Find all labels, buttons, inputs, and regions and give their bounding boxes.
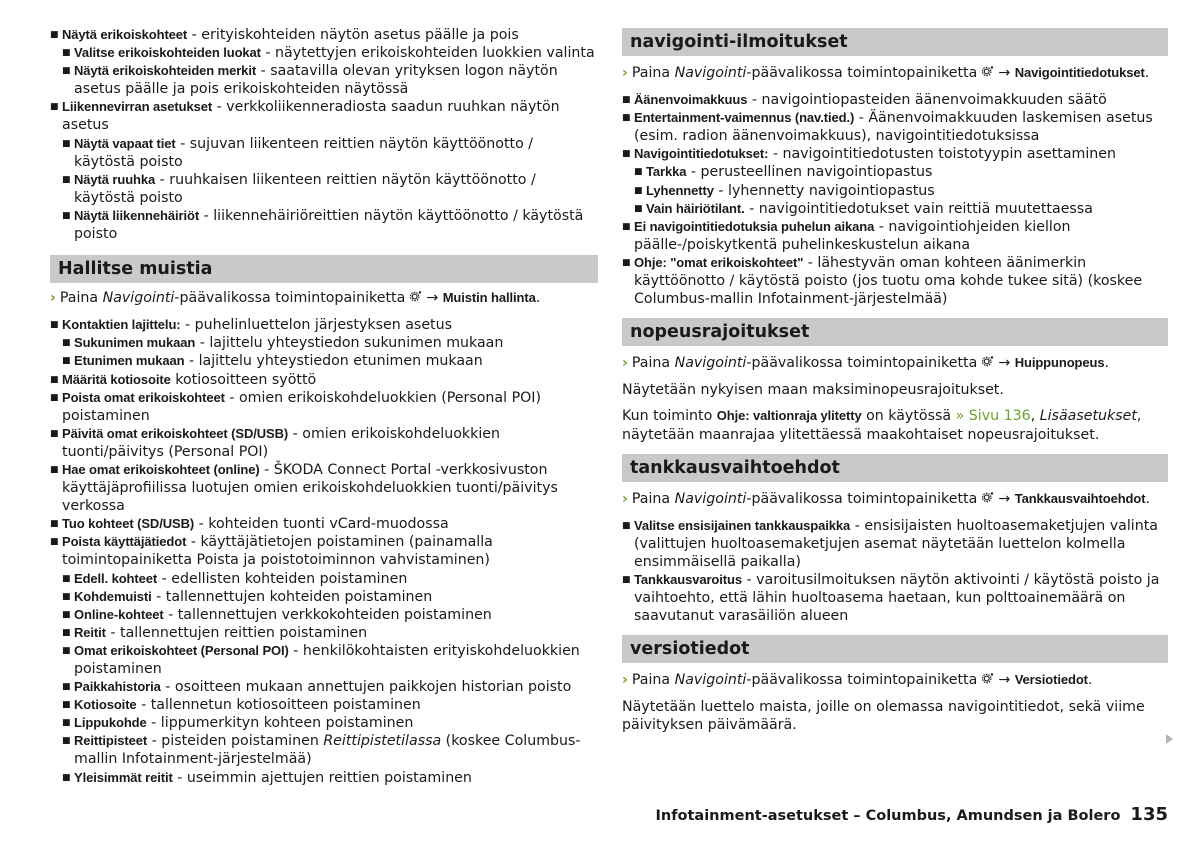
option-name: Online-kohteet	[74, 606, 164, 622]
section-heading-tankkausvaihtoehdot: tankkausvaihtoehdot	[622, 454, 1168, 482]
option-description: - henkilökohtaisten erityiskohdeluokkien poistaminen	[74, 642, 580, 677]
option-name: Reittipisteet	[74, 733, 148, 749]
option-description: - verkkoliikenneradiosta saadun ruuhkan näytön asetus	[62, 99, 560, 134]
option-description-end: (koskee Columbus-mallin Infotainment-järjestelmää)	[74, 733, 581, 768]
option-name: Määritä kotiosoite	[62, 371, 171, 387]
option-description: - omien erikoiskohdeluokkien tuonti/päivitys (Personal POI)	[62, 425, 501, 460]
list-item	[622, 254, 1168, 308]
page-reference-link[interactable]: » Sivu 136	[955, 408, 1031, 425]
option-name: Näytä erikoiskohteet	[62, 27, 188, 42]
list-item	[50, 389, 598, 425]
option-description: - lajittelu yhteystiedon sukunimen mukaan	[195, 335, 504, 352]
option-name: Omat erikoiskohteet (Personal POI)	[74, 642, 289, 658]
option-name: Näytä liikennehäiriöt	[74, 207, 200, 223]
nav-instruction: › Paina Navigointi-päävalikossa toimintopainiketta → Huippunopeus.	[622, 355, 1109, 372]
list-item	[50, 26, 598, 44]
page-footer	[656, 804, 1169, 825]
option-description: - ŠKODA Connect Portal -verkkosivuston käyttäjäprofiilissa luotujen omien erikoiskohdeluokkien tuonti/päivitys verkossa	[62, 461, 558, 515]
option-description: - tallennettujen verkkokohteiden poistaminen	[163, 606, 492, 623]
menu-path-tankkausvaihtoehdot[interactable]: Tankkausvaihtoehdot	[1014, 490, 1146, 506]
list-item	[62, 714, 598, 732]
option-description: - sujuvan liikenteen reittien näytön käyttöönotto / käytöstä poisto	[74, 135, 534, 170]
option-name: Entertainment-vaimennus (nav.tied.)	[634, 110, 855, 126]
left-column	[50, 26, 598, 787]
option-name: Navigointitiedotukset:	[634, 146, 769, 162]
chevron-right-icon: ›	[622, 65, 628, 81]
option-description: - erityiskohteiden näytön asetus päälle ja pois	[187, 27, 519, 43]
list-item	[62, 352, 598, 370]
list-item	[62, 678, 598, 696]
continue-triangle-icon	[1166, 734, 1173, 744]
list-item	[50, 515, 598, 533]
option-name: Vain häiriötilant.	[646, 200, 745, 216]
option-name: Näytä vapaat tiet	[74, 135, 176, 151]
option-name: Liikennevirran asetukset	[62, 99, 213, 115]
option-description: - lippumerkityn kohteen poistaminen	[146, 715, 414, 732]
option-name: Tankkausvaroitus	[634, 571, 742, 587]
list-item	[50, 533, 598, 569]
option-description: - kohteiden tuonti vCard-muodossa	[194, 516, 449, 533]
option-name: Ohje: "omat erikoiskohteet"	[634, 254, 804, 270]
menu-path-huippunopeus[interactable]: Huippunopeus	[1014, 355, 1105, 371]
paragraph: Näytetään nykyisen maan maksiminopeusrajoitukset.	[622, 382, 1004, 399]
option-description: - pisteiden poistaminen	[147, 733, 324, 750]
list-item	[622, 145, 1168, 163]
option-name: Poista omat erikoiskohteet	[62, 389, 225, 405]
option-name: Tuo kohteet (SD/USB)	[62, 516, 195, 532]
list-item	[62, 606, 598, 624]
nav-instruction: › Paina Navigointi-päävalikossa toimintopainiketta → Tankkausvaihtoehdot.	[622, 490, 1150, 507]
option-description: - perusteellinen navigointiopastus	[686, 164, 933, 181]
list-item	[62, 135, 598, 171]
option-name: Poista käyttäjätiedot	[62, 534, 187, 550]
list-item	[62, 207, 598, 243]
option-description: - osoitteen mukaan annettujen paikkojen historian poisto	[160, 679, 572, 696]
paragraph: Näytetään luettelo maista, joille on olemassa navigointitiedot, sekä viime päivityksen päivämäärä.	[622, 699, 1145, 734]
list-item	[62, 769, 598, 787]
option-description: - lähestyvän oman kohteen äänimerkin käyttöönotto / käytöstä poisto (jos tuotu oma kohde tukee sitä) (koskee Columbus-mallin Infotainment-järjestelmää)	[634, 254, 1143, 308]
list-item	[50, 371, 598, 389]
option-description: - lyhennetty navigointiopastus	[713, 182, 935, 199]
option-name: Lyhennetty	[646, 182, 714, 198]
chevron-right-icon: ›	[622, 490, 628, 507]
option-name: Edell. kohteet	[74, 570, 158, 586]
list-item	[634, 200, 1168, 218]
option-name: Näytä ruuhka	[74, 171, 156, 187]
nav-instruction: › Paina Navigointi-päävalikossa toimintopainiketta → Versiotiedot.	[622, 672, 1093, 689]
list-item	[634, 163, 1168, 181]
list-item	[62, 624, 598, 642]
memory-options-list	[50, 316, 598, 786]
option-description: - navigointiopasteiden äänenvoimakkuuden säätö	[747, 92, 1107, 109]
list-item	[622, 91, 1168, 109]
option-italic-term: Reittipistetilassa	[323, 733, 442, 750]
chevron-right-icon: ›	[622, 672, 628, 689]
option-name: Hae omat erikoiskohteet (online)	[62, 461, 260, 477]
list-item	[622, 109, 1168, 145]
option-description: - käyttäjätietojen poistaminen (painamalla toimintopainiketta Poista ja poistotoiminnon vahvistaminen)	[62, 534, 493, 569]
list-item	[622, 218, 1168, 254]
gear-icon	[981, 355, 994, 368]
option-name: Näytä erikoiskohteiden merkit	[74, 63, 257, 79]
option-description: - edellisten kohteiden poistaminen	[157, 570, 408, 587]
list-item	[50, 425, 598, 461]
page-number: 135	[1130, 804, 1168, 825]
list-item	[62, 696, 598, 714]
option-name: Reitit	[74, 624, 106, 640]
option-name: Kotiosoite	[74, 697, 137, 713]
menu-path-versiotiedot[interactable]: Versiotiedot	[1014, 672, 1088, 688]
option-name: Päivitä omat erikoiskohteet (SD/USB)	[62, 425, 289, 441]
nav-instruction: › Paina Navigointi-päävalikossa toimintopainiketta → Muistin hallinta.	[50, 290, 541, 307]
option-description: - ensisijaisten huoltoasemaketjujen valinta (valittujen huoltoasemaketjujen asemat näytetään luettelon kolmella ensimmäisellä paikalla)	[634, 517, 1158, 570]
option-description: - Äänenvoimakkuuden laskemisen asetus (esim. radion äänenvoimakkuus), navigointitiedotuksissa	[634, 110, 1153, 145]
section-heading-navigointi-ilmoitukset: navigointi-ilmoitukset	[622, 28, 1168, 56]
right-column	[622, 28, 1168, 743]
option-description: - puhelinluettelon järjestyksen asetus	[180, 317, 452, 334]
option-description: - näytettyjen erikoiskohteiden luokkien valinta	[260, 45, 595, 62]
option-description: - omien erikoiskohdeluokkien (Personal POI) poistaminen	[62, 389, 542, 424]
list-item	[622, 517, 1168, 571]
option-name: Kontaktien lajittelu:	[62, 317, 181, 333]
option-description: - ruuhkaisen liikenteen reittien näytön käyttöönotto / käytöstä poisto	[74, 171, 536, 206]
option-name: Sukunimen mukaan	[74, 335, 196, 351]
poi-settings-list	[50, 26, 598, 243]
list-item	[50, 98, 598, 134]
gear-icon	[981, 491, 994, 504]
option-description: - tallennetun kotiosoitteen poistaminen	[136, 697, 421, 714]
option-name: Paikkahistoria	[74, 679, 161, 695]
menu-path-muistin-hallinta[interactable]: Muistin hallinta	[442, 290, 536, 306]
paragraph: Kun toiminto Ohje: valtionraja ylitetty on käytössä » Sivu 136, Lisäasetukset, näytetään maanrajaa ylitettäessä maakohtaiset nopeusrajoitukset.	[622, 408, 1142, 443]
gear-icon	[981, 65, 994, 78]
option-description: - tallennettujen reittien poistaminen	[105, 624, 368, 641]
option-name: Yleisimmät reitit	[74, 769, 173, 785]
list-item	[50, 316, 598, 334]
chevron-right-icon: ›	[50, 290, 56, 307]
option-name: Valitse ensisijainen tankkauspaikka	[634, 517, 851, 533]
menu-path-navigointitiedotukset[interactable]: Navigointitiedotukset	[1014, 65, 1145, 80]
chevron-right-icon: ›	[622, 355, 628, 372]
option-description: - saatavilla olevan yrityksen logon näytön asetus päälle ja pois erikoiskohteiden näytössä	[74, 63, 558, 98]
option-description: - lajittelu yhteystiedon etunimen mukaan	[184, 353, 483, 370]
list-item	[634, 182, 1168, 200]
list-item	[62, 334, 598, 352]
footer-title: Infotainment-asetukset – Columbus, Amundsen ja Bolero	[655, 808, 1121, 824]
list-item	[62, 588, 598, 606]
option-description: - useimmin ajettujen reittien poistaminen	[172, 769, 472, 786]
list-item	[62, 171, 598, 207]
option-name: Äänenvoimakkuus	[634, 92, 748, 108]
list-item	[62, 62, 598, 98]
refuel-options-list	[622, 517, 1168, 626]
list-item	[62, 642, 598, 678]
list-item	[50, 461, 598, 515]
option-name: Etunimen mukaan	[74, 353, 185, 369]
nav-instruction: › Paina Navigointi-päävalikossa toimintopainiketta → Navigointitiedotukset.	[622, 65, 1150, 81]
option-description: kotiosoitteen syöttö	[170, 371, 317, 388]
list-item	[62, 44, 598, 62]
gear-icon	[409, 290, 422, 303]
list-item	[62, 732, 598, 768]
option-description: - navigointitiedotusten toistotyypin asettaminen	[768, 146, 1116, 163]
gear-icon	[981, 672, 994, 685]
option-description: - navigointitiedotukset vain reittiä muutettaessa	[744, 200, 1093, 217]
navigation-announcements-list	[622, 91, 1168, 308]
option-name: Kohdemuisti	[74, 588, 152, 604]
option-description: - liikennehäiriöreittien näytön käyttöönotto / käytöstä poisto	[74, 207, 584, 243]
option-name: Lippukohde	[74, 715, 147, 731]
option-name: Valitse erikoiskohteiden luokat	[74, 45, 261, 61]
option-description: - navigointiohjeiden kiellon päälle-/poiskytkentä puhelinkeskustelun aikana	[634, 218, 1071, 253]
option-name: Ei navigointitiedotuksia puhelun aikana	[634, 218, 875, 234]
section-heading-versiotiedot: versiotiedot	[622, 635, 1168, 663]
option-name: Tarkka	[646, 164, 687, 180]
option-description: - tallennettujen kohteiden poistaminen	[151, 588, 433, 605]
list-item	[62, 570, 598, 588]
section-heading-hallitse-muistia: Hallitse muistia	[50, 255, 598, 283]
option-description: - varoitusilmoituksen näytön aktivointi / käytöstä poisto ja vaihtoehto, että lähin huoltoasema haetaan, kun polttoainemäärä on saavutanut varasäiliön alueen	[634, 571, 1160, 625]
list-item	[622, 571, 1168, 625]
section-heading-nopeusrajoitukset: nopeusrajoitukset	[622, 318, 1168, 346]
